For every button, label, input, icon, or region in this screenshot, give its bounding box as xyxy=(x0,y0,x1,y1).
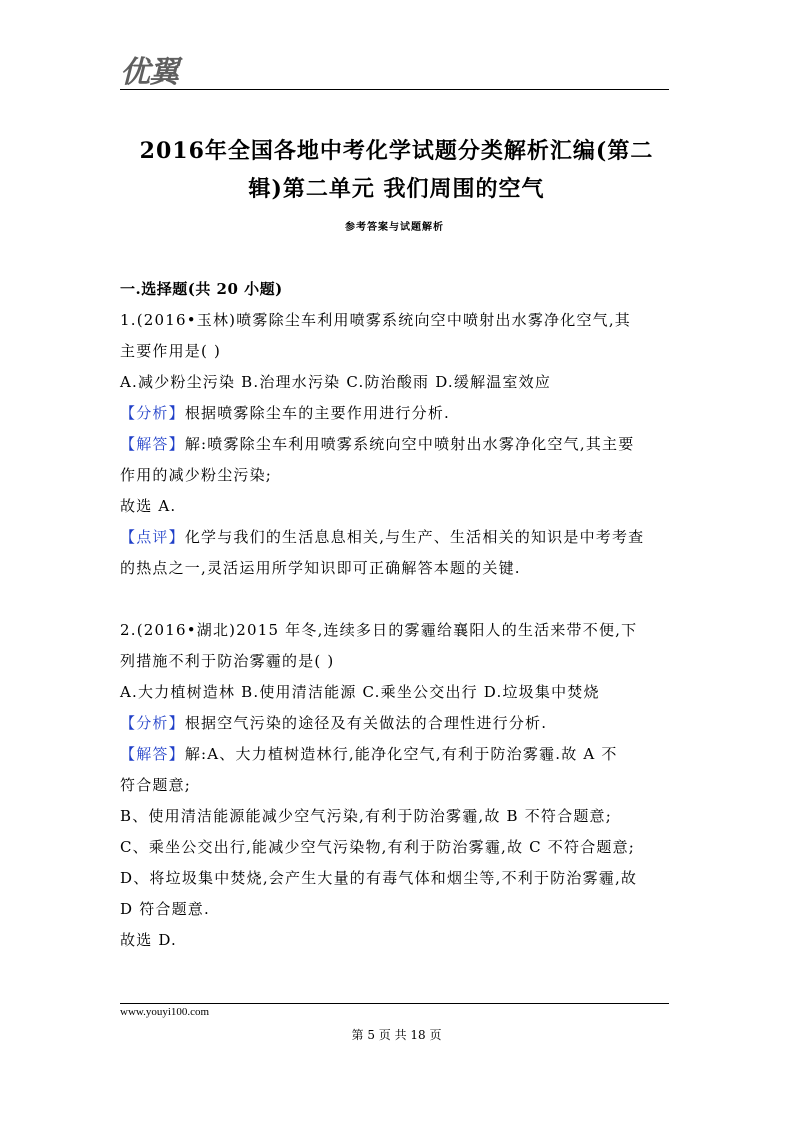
q1-stem-line-2: 主要作用是( ) xyxy=(120,342,222,360)
q1-analysis-text: 根据喷雾除尘车的主要作用进行分析. xyxy=(184,404,450,422)
q2-analysis-text: 根据空气污染的途径及有关做法的合理性进行分析. xyxy=(184,714,548,732)
q1-comment-line-2: 的热点之一,灵活运用所学知识即可正确解答本题的关键. xyxy=(120,559,521,577)
q1-comment xyxy=(120,522,669,553)
q1-options: A.减少粉尘污染 B.治理水污染 C.防治酸雨 D.缓解温室效应 xyxy=(120,373,552,391)
answer-tag: 【解答】 xyxy=(120,745,185,763)
page-number: 第 5 页 共 18 页 xyxy=(351,1028,442,1042)
question-1 xyxy=(120,305,669,584)
q1-answer-line-3: 故选 A. xyxy=(120,497,177,515)
q2-options: A.大力植树造林 B.使用清洁能源 C.乘坐公交出行 D.垃圾集中焚烧 xyxy=(120,683,600,701)
q1-stem-line-1: 1.(2016•玉林)喷雾除尘车利用喷雾系统向空中喷射出水雾净化空气,其 xyxy=(120,311,632,329)
q2-answer-line-7: 故选 D. xyxy=(120,931,178,949)
title-line-2: 辑)第二单元 我们周围的空气 xyxy=(248,176,545,202)
q2-answer-line-3: B、使用清洁能源能减少空气污染,有利于防治雾霾,故 B 不符合题意; xyxy=(120,807,612,825)
q2-answer-line-4: C、乘坐公交出行,能减少空气污染物,有利于防治雾霾,故 C 不符合题意; xyxy=(120,838,636,856)
q1-answer-line-1: 解:喷雾除尘车利用喷雾系统向空中喷射出水雾净化空气,其主要 xyxy=(184,435,635,453)
q2-stem-line-2: 列措施不利于防治雾霾的是( ) xyxy=(120,652,335,670)
footer-divider xyxy=(120,1003,669,1004)
q2-answer xyxy=(120,739,669,770)
q1-analysis xyxy=(120,398,669,429)
q2-answer-line-5: D、将垃圾集中焚烧,会产生大量的有毒气体和烟尘等,不利于防治雾霾,故 xyxy=(120,869,638,887)
youyi-logo: 优翼 xyxy=(120,55,178,90)
q2-answer-line-6: D 符合题意. xyxy=(120,900,210,918)
q1-comment-line-1: 化学与我们的生活息息相关,与生产、生活相关的知识是中考考查 xyxy=(184,528,645,546)
header-divider xyxy=(120,89,669,90)
comment-tag: 【点评】 xyxy=(120,528,185,546)
question-spacer xyxy=(120,584,669,615)
section-heading: 一.选择题(共 20 小题) xyxy=(120,280,283,298)
analysis-tag: 【分析】 xyxy=(120,714,185,732)
q2-stem-line-1: 2.(2016•湖北)2015 年冬,连续多日的雾霾给襄阳人的生活来带不便,下 xyxy=(120,621,638,639)
title-line-1: 2016年全国各地中考化学试题分类解析汇编(第二 xyxy=(139,138,654,164)
q2-answer-line-2: 符合题意; xyxy=(120,776,192,794)
q2-answer-line-1: 解:A、大力植树造林行,能净化空气,有利于防治雾霾.故 A 不 xyxy=(184,745,618,763)
document-subtitle: 参考答案与试题解析 xyxy=(345,222,444,233)
footer-url: www.youyi100.com xyxy=(120,1006,210,1018)
analysis-tag: 【分析】 xyxy=(120,404,185,422)
document-title xyxy=(110,132,683,208)
document-body xyxy=(120,274,669,956)
question-2 xyxy=(120,615,669,956)
q1-answer xyxy=(120,429,669,460)
q1-answer-line-2: 作用的减少粉尘污染; xyxy=(120,466,273,484)
q2-analysis xyxy=(120,708,669,739)
answer-tag: 【解答】 xyxy=(120,435,185,453)
